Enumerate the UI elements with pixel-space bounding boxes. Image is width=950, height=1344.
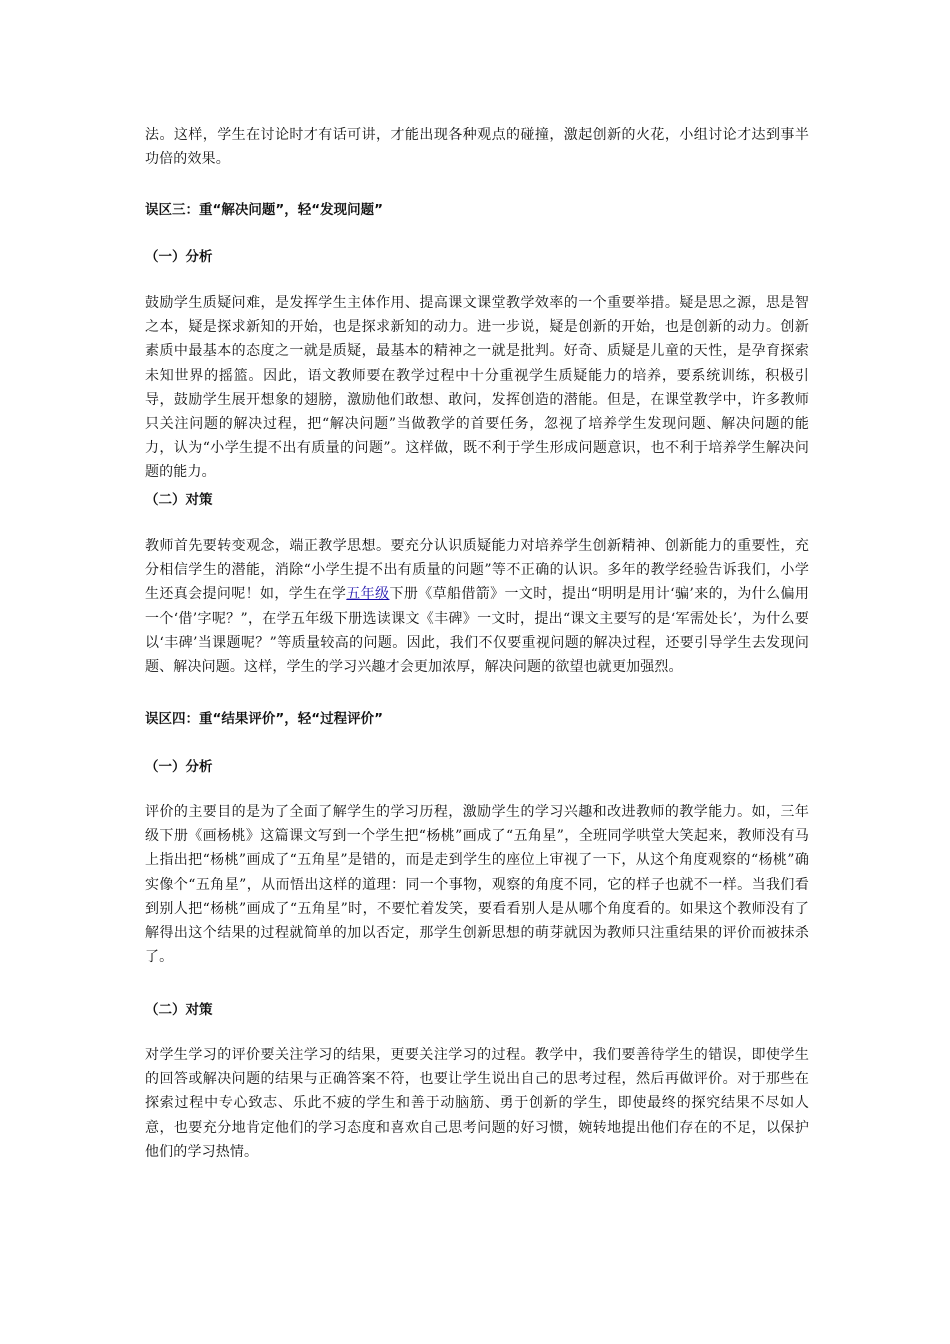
section3-strategy-text-before-link: 教师首先要转变观念，端正教学思想。要充分认识质疑能力对培养学生创新精神、创新能力的重要性，充分相信学生的潜能，消除“小学生提不出有质量的问题”等不正确的认识。多年的教学经验告诉我们，小学生还真会提问呢！如，学生在学 [145,538,809,603]
section4-analysis-heading: （一）分析 [145,759,213,775]
section4-analysis-paragraph: 评价的主要目的是为了全面了解学生的学习历程，激励学生的学习兴趣和改进教师的教学能力。如，三年级下册《画杨桃》这篇课文写到一个学生把“杨桃”画成了“五角星”，全班同学哄堂大笑起来，教师没有马上指出把“杨桃”画成了“五角星”是错的，而是走到学生的座位上审视了一下，从这个角度观察的“杨桃”确实像个“五角星”，从而悟出这样的道理：同一个事物，观察的角度不同，它的样子也就不一样。当我们看到别人把“杨桃”画成了“五角星”时，不要忙着发笑，要看看别人是从哪个角度看的。如果这个教师没有了解得出这个结果的过程就简单的加以否定，那学生创新思想的萌芽就因为教师只注重结果的评价而被抹杀了。 [145,804,809,966]
section3-analysis-paragraph: 鼓励学生质疑问难，是发挥学生主体作用、提高课文课堂教学效率的一个重要举措。疑是思之源，思是智之本，疑是探求新知的开始，也是探求新知的动力。进一步说，疑是创新的开始，也是创新的动力。创新素质中最基本的态度之一就是质疑，最基本的精神之一就是批判。好奇、质疑是儿童的天性，是孕育探索未知世界的摇篮。因此，语文教师要在教学过程中十分重视学生质疑能力的培养，要系统训练，积极引导，鼓励学生展开想象的翅膀，激励他们敢想、敢问，发挥创造的潜能。但是，在课堂教学中，许多教师只关注问题的解决过程，把“解决问题”当做教学的首要任务，忽视了培养学生发现问题、解决问题的能力，认为“小学生提不出有质量的问题”。这样做，既不利于学生形成问题意识，也不利于培养学生解决问题的能力。 [145,295,809,481]
section4-title: 误区四：重“结果评价”，轻“过程评价” [145,711,383,727]
intro-paragraph: 法。这样，学生在讨论时才有话可讲，才能出现各种观点的碰撞，激起创新的火花，小组讨论才达到事半功倍的效果。 [145,127,809,168]
section3-strategy-heading: （二）对策 [145,492,213,508]
section4-strategy-heading: （二）对策 [145,1002,213,1018]
section3-strategy-paragraph [145,534,809,679]
grade-five-link[interactable]: 五年级 [346,586,390,603]
section3-analysis-heading: （一）分析 [145,249,213,265]
section4-strategy-paragraph: 对学生学习的评价要关注学习的结果，更要关注学习的过程。教学中，我们要善待学生的错误，即使学生的回答或解决问题的结果与正确答案不符，也要让学生说出自己的思考过程，然后再做评价。对于那些在探索过程中专心致志、乐此不疲的学生和善于动脑筋、勇于创新的学生，即使最终的探究结果不尽如人意，也要充分地肯定他们的学习态度和喜欢自己思考问题的好习惯，婉转地提出他们存在的不足，以保护他们的学习热情。 [145,1047,809,1160]
section3-title: 误区三：重“解决问题”，轻“发现问题” [145,202,383,218]
section3-strategy-text-after-link: 下册《草船借箭》一文时，提出“明明是用计‘骗’来的，为什么偏用一个‘借’字呢？”，在学五年级下册选读课文《丰碑》一文时，提出“课文主要写的是‘军需处长’，为什么要以‘丰碑’当课题呢？”等质量较高的问题。因此，我们不仅要重视问题的解决过程，还要引导学生去发现问题、解决问题。这样，学生的学习兴趣才会更加浓厚，解决问题的欲望也就更加强烈。 [145,586,809,676]
